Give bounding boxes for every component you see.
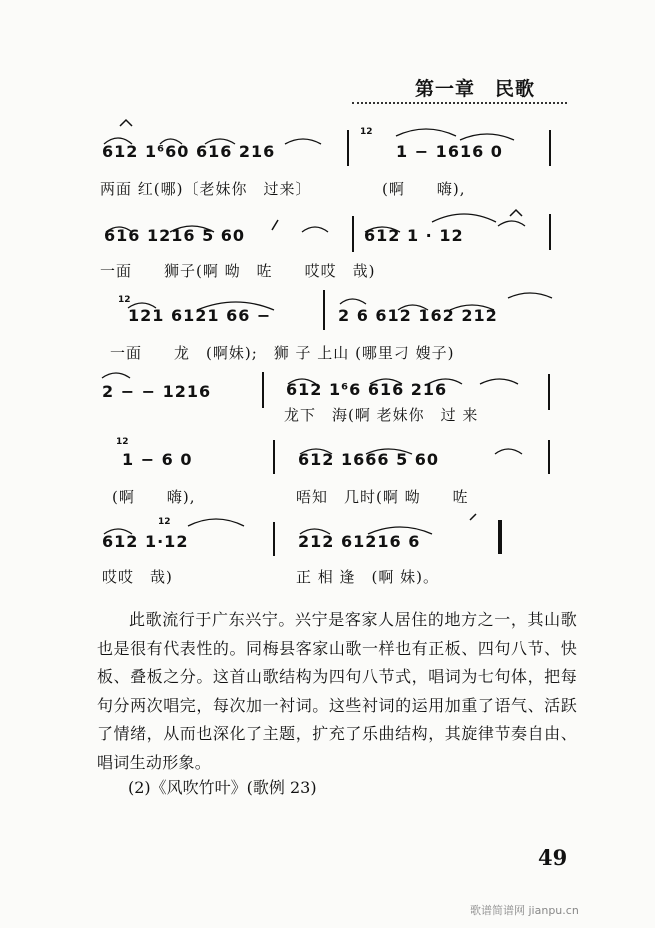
lyrics-r3: 一面 龙 (啊妹); 狮 子 上山 (哪里刁 嫂子) <box>110 344 455 362</box>
notation-r3b: 2 6 612 162 212 <box>338 306 498 325</box>
notation-r1a: 612 1⁶60 616 216 <box>102 142 276 161</box>
lyrics-r1b: (啊 嗨), <box>382 180 466 198</box>
chapter-title: 第一章 民歌 <box>415 78 536 100</box>
lyrics-r6a: 哎哎 哉) <box>102 568 173 586</box>
notation-r1b: 1 − 1616 0 <box>396 142 503 161</box>
notation-r2b: 612 1 · 12 <box>364 226 464 245</box>
time-signature-r5: 12 <box>116 437 129 447</box>
song-example-heading: (2)《风吹竹叶》(歌例 23) <box>128 778 317 797</box>
time-signature-r1: 12 <box>360 127 373 137</box>
notation-r6a: 612 1·12 <box>102 532 189 551</box>
notation-r4b: 612 1⁶6 616 216 <box>286 380 448 399</box>
watermark: 歌谱简谱网 jianpu.cn <box>470 904 579 917</box>
notation-r5b: 612 1666 5 60 <box>298 450 440 469</box>
lyrics-r5b: 唔知 几时(啊 呦 咗 <box>296 488 469 506</box>
lyrics-r6b: 正 相 逢 (啊 妹)。 <box>296 568 440 586</box>
notation-r3a: 121 6121 66 − <box>128 306 272 325</box>
description-paragraph: 此歌流行于广东兴宁。兴宁是客家人居住的地方之一，其山歌也是很有代表性的。同梅县客家山歌一样也有正板、四句八节、快板、叠板之分。这首山歌结构为四句八节式，唱词为七句体，把每句分两次唱完，每次加一衬词。这些衬词的运用加重了语气、活跃了情绪，从而也深化了主题，扩充了乐曲结构，其旋律节奏自由、唱词生动形象。 <box>97 610 577 772</box>
notation-r4a: 2 − − 1216 <box>102 382 212 401</box>
lyrics-r2: 一面 狮子(啊 呦 咗 哎哎 哉) <box>100 262 376 280</box>
time-signature-r3: 12 <box>118 295 131 305</box>
page-number: 49 <box>538 845 568 870</box>
notation-r2a: 616 1216 5 60 <box>104 226 246 245</box>
lyrics-r5a: (啊 嗨), <box>112 488 196 506</box>
lyrics-r4: 龙下 海(啊 老妹你 过 来 <box>284 406 479 424</box>
notation-r5a: 1 − 6 0 <box>122 450 193 469</box>
notation-r6b: 212 61216 6 <box>298 532 421 551</box>
lyrics-r1a: 两面 红(哪)〔老妹你 过来〕 <box>100 180 312 198</box>
time-signature-r6: 12 <box>158 517 171 527</box>
